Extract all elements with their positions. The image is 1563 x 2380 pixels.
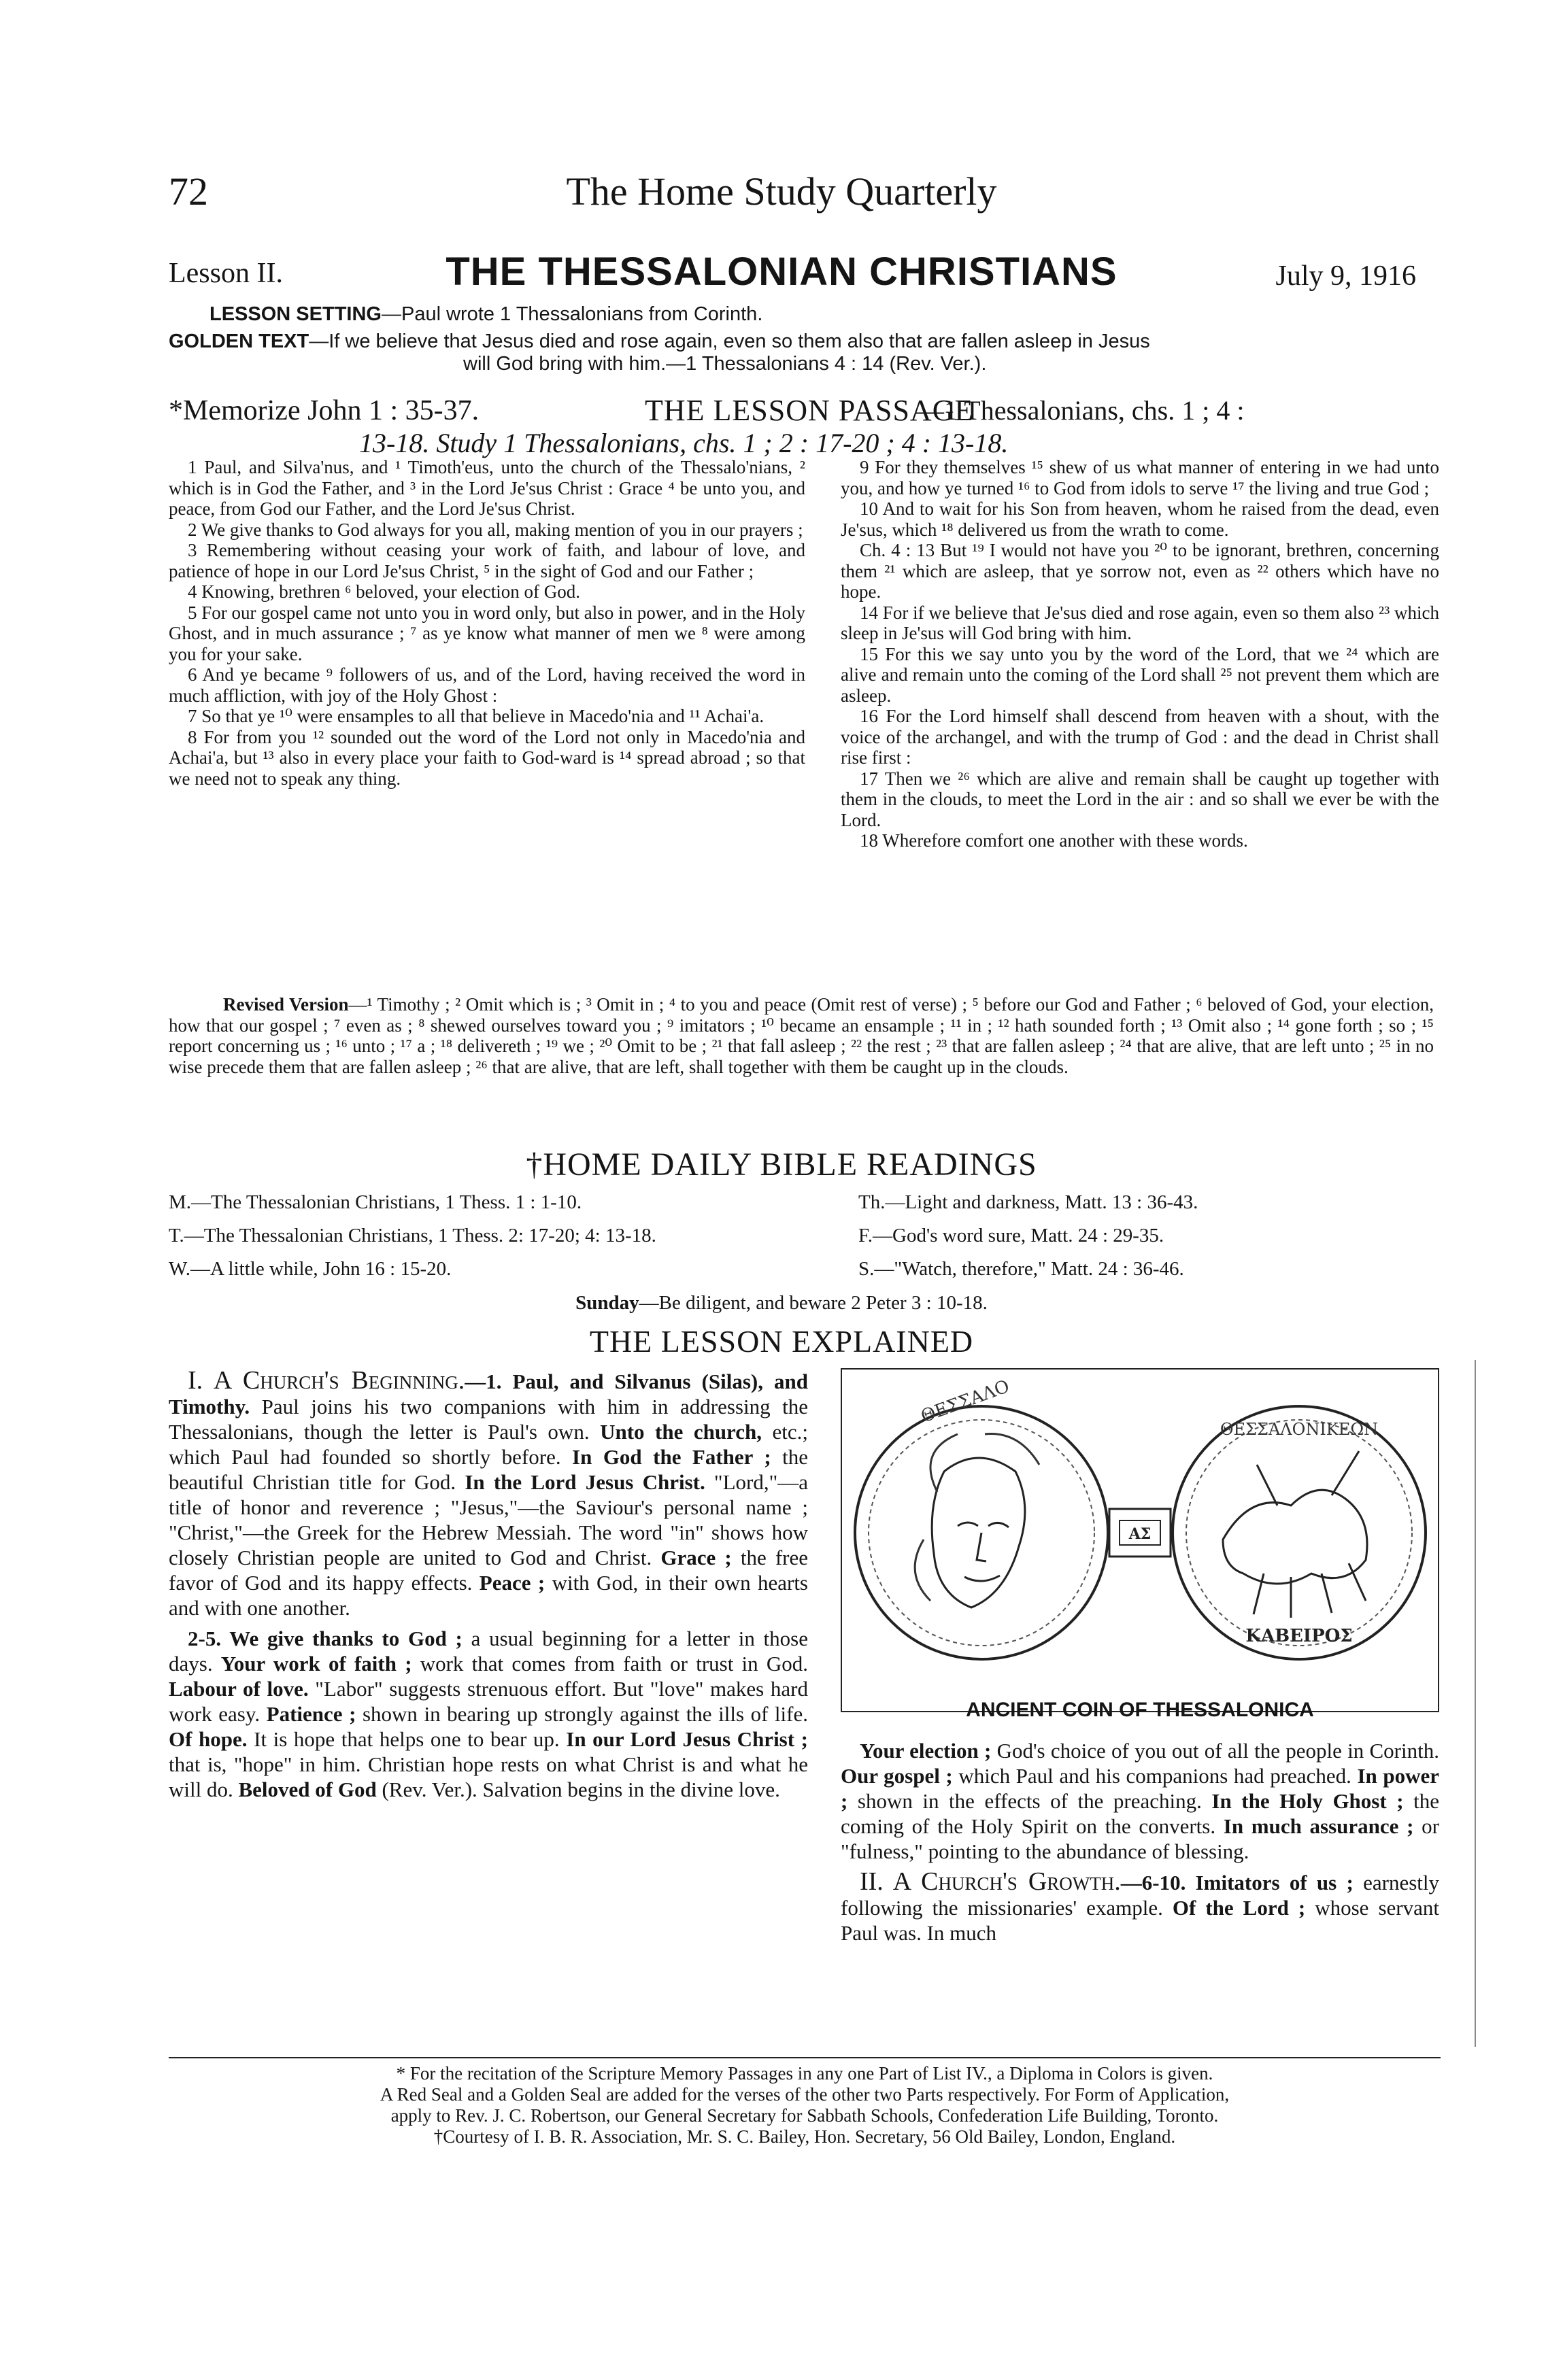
term: In power ; bbox=[841, 1764, 1439, 1813]
term: In the Lord Jesus Christ. bbox=[465, 1470, 705, 1494]
coin-left-legend: ΘΕΣΣΑΛΟ bbox=[918, 1376, 1013, 1427]
text: a usual beginning for a letter in those days. bbox=[169, 1627, 808, 1676]
text: whose servant Paul was. In much bbox=[841, 1896, 1439, 1945]
golden-text-line1: —If we believe that Jesus died and rose again, even so them also that are fallen asleep in Jesus bbox=[309, 330, 1150, 352]
revised-version-notes bbox=[169, 994, 1434, 1077]
running-head: The Home Study Quarterly bbox=[566, 169, 997, 214]
section-reference: —1. Paul, and Silvanus (Silas), and Timothy. bbox=[169, 1370, 808, 1418]
memorize-note: *Memorize John 1 : 35-37. bbox=[169, 395, 480, 426]
daily-readings-title: †HOME DAILY BIBLE READINGS bbox=[526, 1146, 1037, 1183]
text: the beautiful Christian title for God. bbox=[169, 1445, 809, 1494]
verse: 1 Paul, and Silva'nus, and ¹ Timoth'eus, unto the church of the Thessalo'nians, ² which is in God the Father, and ³ in the Lord Je'sus Christ : Grace ⁴ be unto you, and peace, from God our Father, and the Lord Je'sus Christ. bbox=[169, 457, 805, 519]
term: In our Lord Jesus Christ ; bbox=[566, 1727, 808, 1751]
coin-right-legend: ΘΕΣΣΑΛΟΝΙΚΕΩΝ bbox=[1220, 1420, 1379, 1439]
text: work that comes from faith or trust in God. bbox=[411, 1652, 808, 1676]
reading-monday: M.—The Thessalonian Christians, 1 Thess. 1 : 1-10. bbox=[169, 1191, 582, 1213]
lesson-date: July 9, 1916 bbox=[1275, 260, 1416, 292]
text: with God, in their own hearts and with one another. bbox=[169, 1571, 808, 1620]
reading-friday: F.—God's word sure, Matt. 24 : 29-35. bbox=[858, 1225, 1164, 1246]
term: Patience ; bbox=[266, 1702, 356, 1726]
verse: 10 And to wait for his Son from heaven, whom he raised from the dead, even Je'sus, which ¹⁸ delivered us from the wrath to come. bbox=[841, 498, 1439, 540]
term: In much assurance ; bbox=[1223, 1814, 1414, 1838]
section-two-paragraph bbox=[841, 1869, 1439, 1945]
text: which Paul and his companions had preached. bbox=[952, 1764, 1358, 1788]
verse: 9 For they themselves ¹⁵ shew of us what manner of entering in we had unto you, and how ye turned ¹⁶ to God from idols to serve ¹⁷ the living and true God ; bbox=[841, 457, 1439, 498]
reading-tuesday: T.—The Thessalonian Christians, 1 Thess. 2: 17-20; 4: 13-18. bbox=[169, 1225, 656, 1246]
term: In the Holy Ghost ; bbox=[1211, 1789, 1404, 1813]
golden-text bbox=[169, 330, 1417, 375]
verse: 3 Remembering without ceasing your work of faith, and labour of love, and patience of hope in our Lord Je'sus Christ, ⁵ in the sight of God and our Father ; bbox=[169, 540, 805, 581]
verse: 16 For the Lord himself shall descend from heaven with a shout, with the voice of the archangel, and with the trump of God : and the dead in Christ shall rise first : bbox=[841, 706, 1439, 768]
verse: Ch. 4 : 13 But ¹⁹ I would not have you ²⁰ to be ignorant, brethren, concerning them ²¹ which are asleep, that ye sorrow not, even as ²² others which have no hope. bbox=[841, 540, 1439, 602]
term: Your election ; bbox=[860, 1739, 992, 1763]
term: 2-5. We give thanks to God ; bbox=[188, 1627, 463, 1650]
text: God's choice of you out of all the people in Corinth. bbox=[991, 1739, 1439, 1763]
golden-text-label: GOLDEN TEXT bbox=[169, 330, 309, 352]
footnotes bbox=[169, 2063, 1441, 2147]
term: In God the Father ; bbox=[572, 1445, 771, 1469]
text: It is hope that helps one to bear up. bbox=[247, 1727, 567, 1751]
coin-tablet-text: ΑΣ bbox=[1128, 1525, 1152, 1543]
footnote-divider bbox=[169, 2057, 1441, 2058]
section-one-paragraph bbox=[169, 1368, 808, 1620]
text: the free favor of God and its happy effects. bbox=[169, 1546, 808, 1595]
revised-version-label: Revised Version bbox=[223, 994, 349, 1015]
passage-left-column bbox=[169, 457, 805, 789]
footnote-line: * For the recitation of the Scripture Memory Passages in any one Part of List IV., a Diploma in Colors is given. bbox=[396, 2063, 1213, 2084]
verse: 6 And ye became ⁹ followers of us, and of the Lord, having received the word in much affliction, with joy of the Holy Ghost : bbox=[169, 664, 805, 706]
verse: 5 For our gospel came not unto you in word only, but also in power, and in the Holy Ghost, and in much assurance ; ⁷ as ye know what manner of men we ⁸ were among you for your sake. bbox=[169, 602, 805, 664]
reading-saturday: S.—"Watch, therefore," Matt. 24 : 36-46. bbox=[858, 1258, 1184, 1280]
lesson-number: Lesson II. bbox=[169, 258, 283, 289]
footnote-line: apply to Rev. J. C. Robertson, our General Secretary for Sabbath Schools, Confederation Life Building, Toronto. bbox=[390, 2105, 1219, 2126]
term: Labour of love. bbox=[169, 1677, 309, 1701]
text: or "fulness," pointing to the abundance of blessing. bbox=[841, 1814, 1439, 1863]
passage-right-column bbox=[841, 457, 1439, 851]
setting-text: —Paul wrote 1 Thessalonians from Corinth. bbox=[381, 303, 763, 325]
section-heading: II. A Church's Growth. bbox=[860, 1867, 1121, 1896]
reading-wednesday: W.—A little while, John 16 : 15-20. bbox=[169, 1258, 452, 1280]
term: Of hope. bbox=[169, 1727, 248, 1751]
study-reference: 13-18. Study 1 Thessalonians, chs. 1 ; 2 : 17-20 ; 4 : 13-18. bbox=[359, 428, 1009, 458]
term: Beloved of God bbox=[238, 1778, 377, 1801]
text: (Rev. Ver.). Salvation begins in the divine love. bbox=[376, 1778, 780, 1801]
column-rule bbox=[1475, 1360, 1476, 2047]
setting-label: LESSON SETTING bbox=[209, 303, 382, 325]
verse: 15 For this we say unto you by the word of the Lord, that we ²⁴ which are alive and remain unto the coming of the Lord shall ²⁵ not prevent them which are asleep. bbox=[841, 643, 1439, 706]
footnote-line: A Red Seal and a Golden Seal are added for the verses of the other two Parts respectively. For Form of Application, bbox=[380, 2084, 1230, 2105]
text: "Labor" suggests strenuous effort. But "love" makes hard work easy. bbox=[169, 1677, 808, 1726]
term: Of the Lord ; bbox=[1172, 1896, 1306, 1920]
text: the coming of the Holy Spirit on the converts. bbox=[841, 1789, 1440, 1838]
text: earnestly following the missionaries' example. bbox=[841, 1871, 1440, 1920]
lesson-explained-title: THE LESSON EXPLAINED bbox=[589, 1324, 974, 1359]
text: Paul joins his two companions with him in addressing the Thessalonians, though the letter is Paul's own. bbox=[169, 1395, 808, 1444]
verses-2-5-paragraph bbox=[169, 1626, 808, 1802]
verse: 18 Wherefore comfort one another with these words. bbox=[860, 830, 1248, 851]
section-reference: —6-10. Imitators of us ; bbox=[1120, 1871, 1354, 1894]
coin-caption: ANCIENT COIN OF THESSALONICA bbox=[966, 1699, 1314, 1721]
passage-reference: —1 Thessalonians, chs. 1 ; 4 : bbox=[917, 395, 1245, 426]
verse: 17 Then we ²⁶ which are alive and remain shall be caught up together with them in the clouds, to meet the Lord in the air : and so shall we ever be with the Lord. bbox=[841, 768, 1439, 830]
explained-left-column bbox=[169, 1368, 808, 1807]
section-heading: I. A Church's Beginning. bbox=[188, 1366, 465, 1395]
term: Our gospel ; bbox=[841, 1764, 953, 1788]
term: Unto the church, bbox=[600, 1420, 762, 1444]
verse: 2 We give thanks to God always for you all, making mention of you in our prayers ; bbox=[188, 519, 803, 540]
verse: 14 For if we believe that Je'sus died and rose again, even so them also ²³ which sleep in Je'sus will God bring with him. bbox=[841, 602, 1439, 643]
verse: 7 So that ye ¹⁰ were ensamples to all that believe in Macedo'nia and ¹¹ Achai'a. bbox=[188, 706, 764, 726]
text: shown in bearing up strongly against the ills of life. bbox=[356, 1702, 808, 1726]
text: "Lord,"—a title of honor and reverence ; "Jesus,"—the Saviour's personal name ; "Christ,"—the Greek for the Hebrew Messiah. The word "in" shows how closely Christian people are united to God and Christ. bbox=[169, 1470, 808, 1569]
explained-right-column bbox=[841, 1738, 1439, 1951]
verse: 8 For from you ¹² sounded out the word of the Lord not only in Macedo'nia and Achai'a, but ¹³ also in every place your faith to God-ward is ¹⁴ spread abroad ; so that we need not to speak any thing. bbox=[169, 726, 805, 789]
revised-version-text: —¹ Timothy ; ² Omit which is ; ³ Omit in ; ⁴ to you and peace (Omit rest of verse) ; ⁵ before our God and Father ; ⁶ beloved of God, your election, how that our gospel ; ⁷ even as ; ⁸ shewed ourselves toward you ; ⁹ imitators ; ¹⁰ became an ensample ; ¹¹ in ; ¹² hath sounded forth ; ¹³ Omit also ; ¹⁴ gone forth ; so ; ¹⁵ report concerning us ; ¹⁶ unto ; ¹⁷ a ; ¹⁸ delivereth ; ¹⁹ we ; ²⁰ Omit to be ; ²¹ that fall asleep ; ²² the rest ; ²³ that are fallen asleep ; ²⁴ that are alive, that are left unto ; ²⁵ in no wise precede them that are fallen asleep ; ²⁶ that are alive, that are left, shall together with them be caught up in the clouds. bbox=[169, 994, 1434, 1077]
term: Your work of faith ; bbox=[220, 1652, 412, 1676]
footnote-courtesy: †Courtesy of I. B. R. Association, Mr. S. C. Bailey, Hon. Secretary, 56 Old Bailey, London, England. bbox=[433, 2126, 1176, 2147]
lesson-setting bbox=[209, 303, 762, 326]
coin-bottom-legend: ΚΑΒΕΙΡΟΣ bbox=[1245, 1626, 1353, 1646]
reading-thursday: Th.—Light and darkness, Matt. 13 : 36-43. bbox=[858, 1191, 1198, 1213]
page-number: 72 bbox=[169, 169, 208, 214]
text: shown in the effects of the preaching. bbox=[847, 1789, 1212, 1813]
sunday-label: Sunday bbox=[575, 1292, 639, 1314]
term: Peace ; bbox=[479, 1571, 545, 1595]
sunday-text: —Be diligent, and beware 2 Peter 3 : 10-18. bbox=[639, 1292, 988, 1314]
term: Grace ; bbox=[660, 1546, 732, 1569]
coin-illustration bbox=[841, 1368, 1439, 1712]
lesson-title: THE THESSALONIAN CHRISTIANS bbox=[446, 250, 1117, 294]
verse: 4 Knowing, brethren ⁶ beloved, your election of God. bbox=[188, 581, 581, 602]
reading-sunday bbox=[0, 1292, 1563, 1314]
text: that is, "hope" in him. Christian hope rests on what Christ is and what he will do. bbox=[169, 1752, 808, 1801]
text: etc.; which Paul had founded so shortly before. bbox=[169, 1420, 809, 1469]
passage-title: THE LESSON PASSAGE bbox=[645, 394, 974, 427]
golden-text-line2: will God bring with him.—1 Thessalonians 4 : 14 (Rev. Ver.). bbox=[463, 353, 987, 375]
election-paragraph bbox=[841, 1738, 1439, 1864]
coin-drawing bbox=[842, 1370, 1438, 1689]
